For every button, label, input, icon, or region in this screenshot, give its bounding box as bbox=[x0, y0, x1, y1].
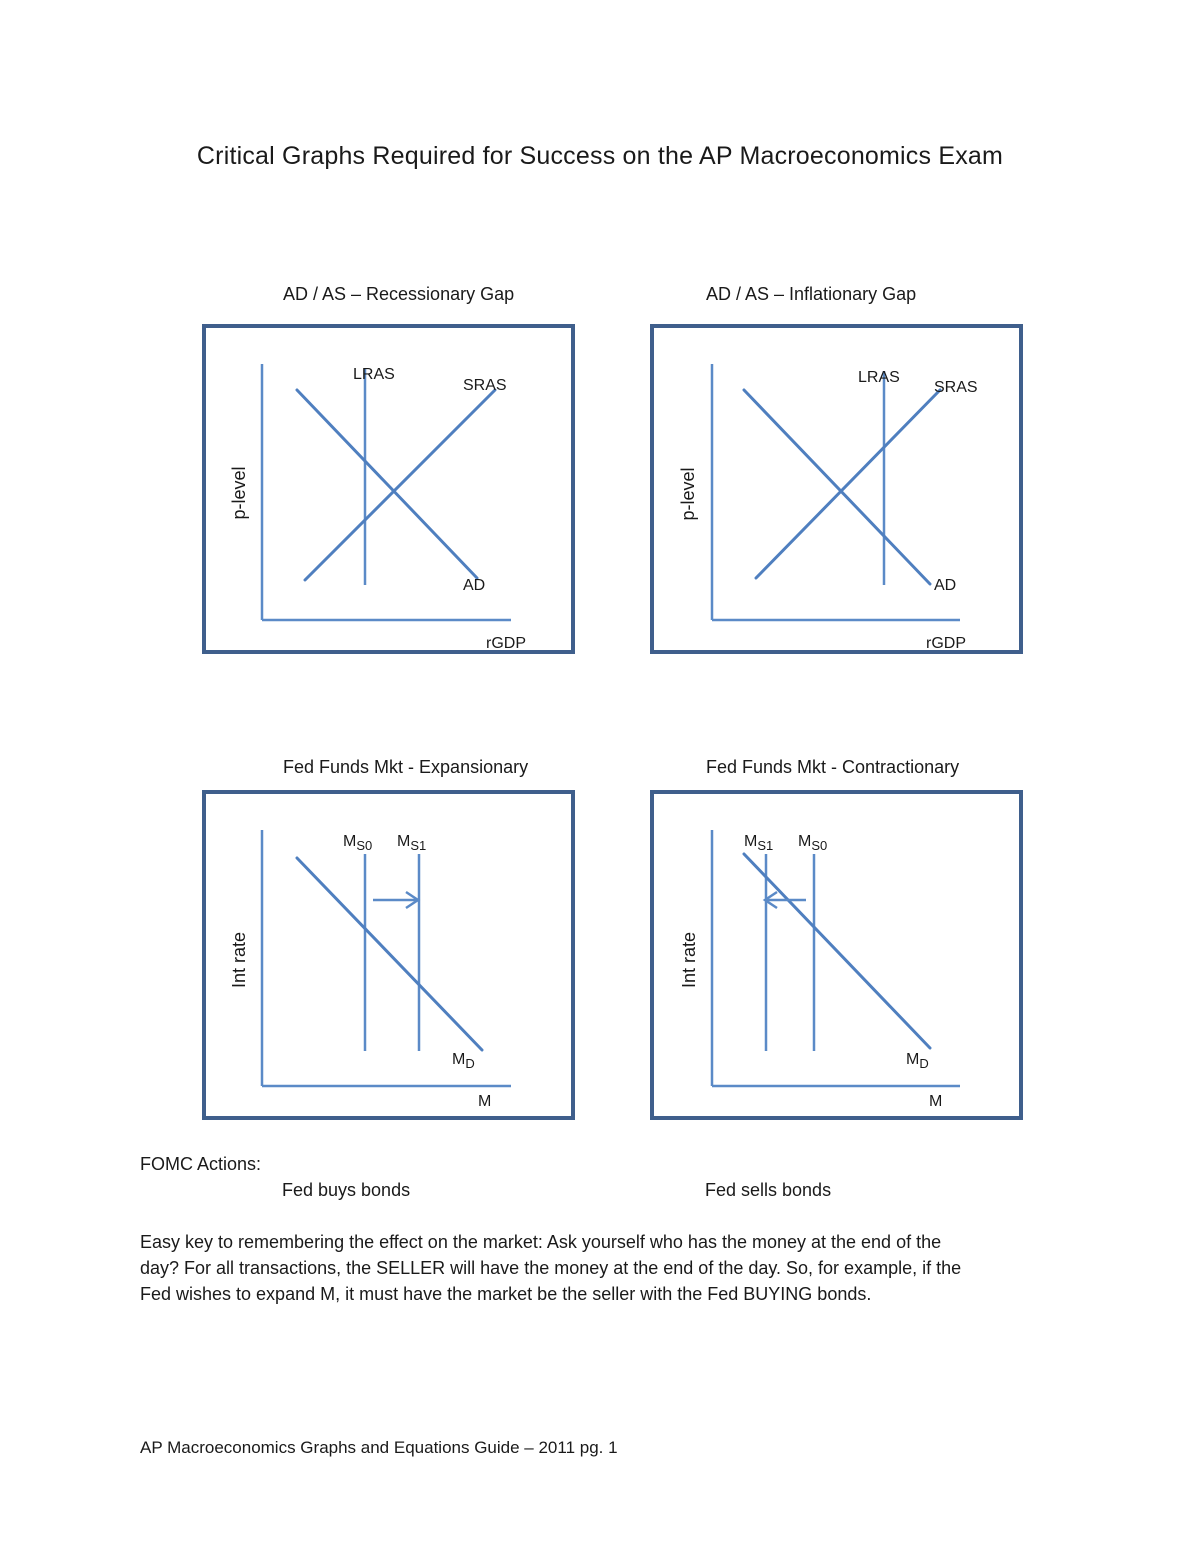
sras-label: SRAS bbox=[463, 377, 507, 394]
recessionary-gap-svg bbox=[206, 328, 579, 658]
fomc-heading: FOMC Actions: bbox=[140, 1154, 262, 1174]
ms0-label: $M_{S0}$ bbox=[798, 833, 828, 853]
right-arrow-icon bbox=[373, 892, 418, 908]
y-axis-label: p-level bbox=[229, 466, 249, 520]
inflationary-gap-graph bbox=[650, 324, 1023, 654]
y-axis-label: p-level bbox=[678, 467, 698, 521]
x-axis-label: rGDP bbox=[486, 635, 526, 652]
ad-label: AD bbox=[934, 577, 957, 594]
x-axis-label: M bbox=[929, 1093, 943, 1110]
ms1-label: $M_{S1}$ bbox=[397, 833, 427, 853]
contractionary-graph bbox=[650, 790, 1023, 1120]
contractionary-svg bbox=[654, 794, 1027, 1124]
easy-key-paragraph bbox=[140, 1229, 1080, 1307]
expansionary-svg bbox=[206, 794, 579, 1124]
y-axis-label: Int rate bbox=[229, 931, 249, 989]
left-arrow-icon bbox=[765, 892, 806, 908]
ad-curve bbox=[744, 390, 930, 584]
md-curve bbox=[744, 854, 930, 1048]
ms1-label: $M_{S1}$ bbox=[744, 833, 774, 853]
easy-key-line-1: Easy key to remembering the effect on the market: Ask yourself who has the money at the end of the bbox=[140, 1232, 942, 1252]
md-label: $M_D$ bbox=[906, 1051, 929, 1071]
contractionary-title: Fed Funds Mkt - Contractionary bbox=[706, 757, 960, 777]
recessionary-gap-graph bbox=[202, 324, 575, 654]
lras-label: LRAS bbox=[858, 369, 900, 386]
sras-label: SRAS bbox=[934, 379, 978, 396]
expansionary-title: Fed Funds Mkt - Expansionary bbox=[283, 757, 529, 777]
sras-curve bbox=[756, 390, 940, 578]
md-curve bbox=[297, 858, 482, 1050]
page-title: Critical Graphs Required for Success on the AP Macroeconomics Exam bbox=[196, 142, 1004, 170]
ms0-label: $M_{S0}$ bbox=[343, 833, 373, 853]
page-footer: AP Macroeconomics Graphs and Equations Guide – 2011 pg. 1 bbox=[140, 1438, 618, 1457]
easy-key-line-2: day? For all transactions, the SELLER will have the money at the end of the day. So, for example, if the bbox=[140, 1258, 962, 1278]
inflationary-gap-title: AD / AS – Inflationary Gap bbox=[706, 284, 917, 304]
easy-key-line-3: Fed wishes to expand M, it must have the market be the seller with the Fed BUYING bonds. bbox=[140, 1284, 872, 1304]
sras-curve bbox=[305, 390, 495, 580]
ad-label: AD bbox=[463, 577, 486, 594]
md-label: $M_D$ bbox=[452, 1051, 475, 1071]
expansionary-graph bbox=[202, 790, 575, 1120]
x-axis-label: rGDP bbox=[926, 635, 966, 652]
lras-label: LRAS bbox=[353, 366, 395, 383]
recessionary-gap-title: AD / AS – Recessionary Gap bbox=[283, 284, 515, 304]
y-axis-label: Int rate bbox=[679, 931, 699, 989]
ad-curve bbox=[297, 390, 477, 578]
fomc-sells-bonds: Fed sells bonds bbox=[705, 1180, 832, 1200]
inflationary-gap-svg bbox=[654, 328, 1027, 658]
x-axis-label: M bbox=[478, 1093, 492, 1110]
fomc-buys-bonds: Fed buys bonds bbox=[282, 1180, 411, 1200]
